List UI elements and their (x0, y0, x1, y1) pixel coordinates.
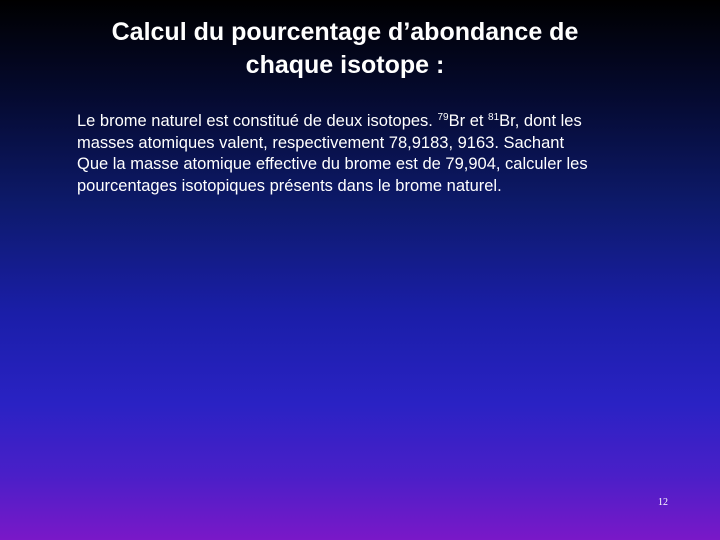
isotope-79-mass-number: 79 (437, 112, 449, 123)
statement-line-3: Que la masse atomique effective du brome est de 79,904, calculer les (77, 155, 588, 173)
statement-line-2: masses atomiques valent, respectivement 78,9183, 9163. Sachant (77, 133, 565, 152)
title-line-1: Calcul du pourcentage d’abondance de (111, 18, 579, 46)
page-number: 12 (658, 497, 668, 508)
statement-line-4: pourcentages isotopiques présents dans le brome naturel. (77, 176, 502, 195)
statement-text-3: Br, dont les (499, 112, 582, 130)
problem-statement (77, 111, 677, 197)
title-line-2: chaque isotope : (245, 51, 445, 79)
slide-title (60, 16, 630, 82)
statement-text-2: Br et (448, 112, 489, 130)
statement-text-1: Le brome naturel est constitué de deux isotopes. (77, 112, 438, 130)
isotope-81-mass-number: 81 (488, 112, 500, 123)
